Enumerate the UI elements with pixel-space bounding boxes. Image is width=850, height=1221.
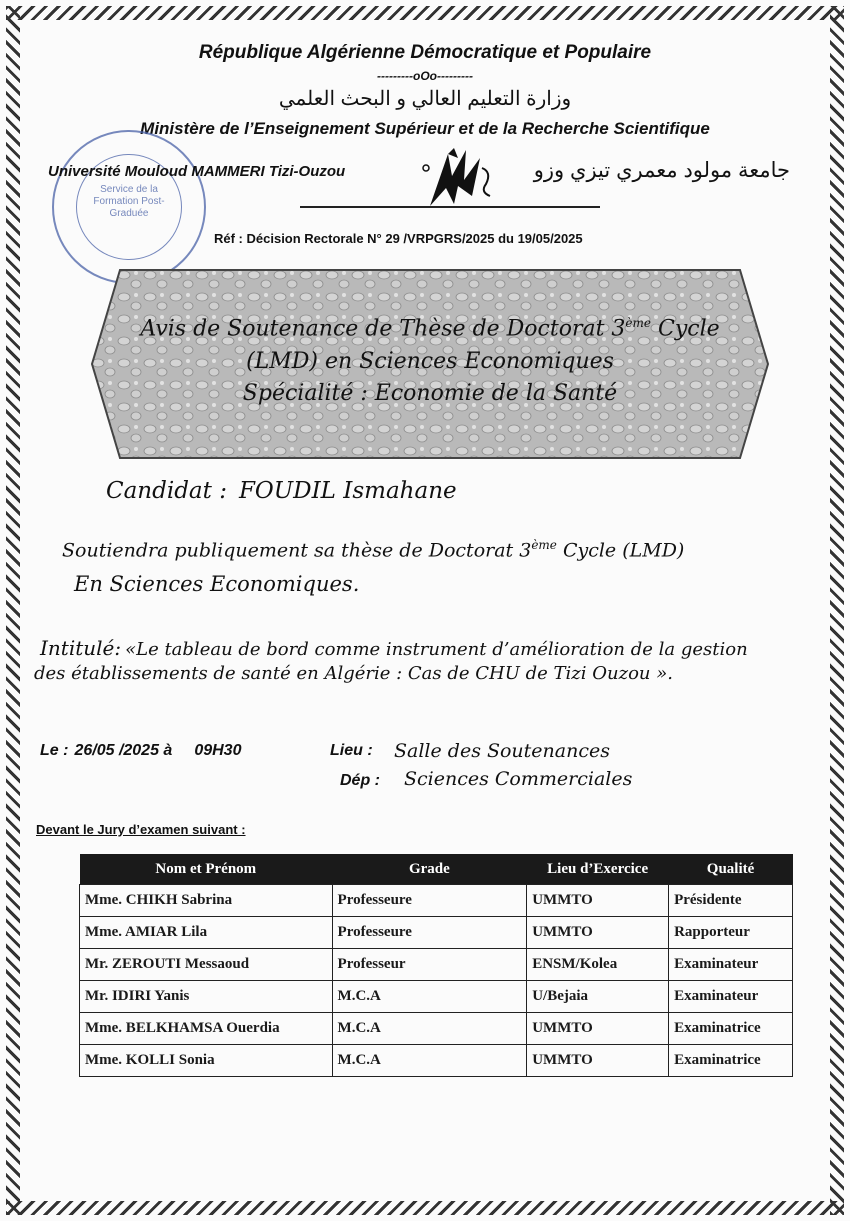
republic-title: République Algérienne Démocratique et Populaire bbox=[198, 42, 652, 63]
defense-sentence: Soutiendra publiquement sa thèse de Doctorat 3ème Cycle (LMD) bbox=[62, 538, 685, 562]
university-name-ar: جامعة مولود معمري تيزي وزو bbox=[533, 159, 790, 182]
banner-title-line2: (LMD) en Sciences Economiques bbox=[246, 349, 614, 374]
member-name: Mr. ZEROUTI Messaoud bbox=[80, 949, 333, 981]
page-border-left bbox=[6, 6, 20, 1215]
candidate-name: FOUDIL Ismahane bbox=[238, 478, 457, 504]
candidate-line bbox=[106, 478, 457, 504]
member-role: Rapporteur bbox=[669, 917, 793, 949]
decision-reference: Réf : Décision Rectorale N° 29 /VRPGRS/2025 du 19/05/2025 bbox=[214, 231, 583, 246]
member-workplace: UMMTO bbox=[527, 917, 669, 949]
table-row bbox=[80, 949, 793, 981]
page-border-bottom bbox=[6, 1201, 844, 1215]
member-grade: M.C.A bbox=[332, 1045, 527, 1077]
member-grade: Professeure bbox=[332, 917, 527, 949]
member-grade: Professeur bbox=[332, 949, 527, 981]
member-name: Mme. CHIKH Sabrina bbox=[80, 885, 333, 917]
page-border-right bbox=[830, 6, 844, 1215]
table-row bbox=[80, 917, 793, 949]
table-row bbox=[80, 981, 793, 1013]
table-row bbox=[80, 1013, 793, 1045]
university-logo-icon bbox=[418, 146, 500, 212]
member-grade: M.C.A bbox=[332, 1013, 527, 1045]
column-header-name: Nom et Prénom bbox=[80, 854, 333, 885]
member-workplace: UMMTO bbox=[527, 1013, 669, 1045]
column-header-grade: Grade bbox=[332, 854, 527, 885]
thesis-field: En Sciences Economiques. bbox=[74, 572, 360, 596]
member-name: Mr. IDIRI Yanis bbox=[80, 981, 333, 1013]
page-border-top bbox=[6, 6, 844, 20]
defense-time: 09H30 bbox=[194, 742, 242, 759]
member-workplace: UMMTO bbox=[527, 885, 669, 917]
column-header-workplace: Lieu d’Exercice bbox=[527, 854, 669, 885]
header-rule bbox=[300, 206, 600, 208]
official-stamp bbox=[52, 130, 206, 284]
member-grade: Professeure bbox=[332, 885, 527, 917]
member-role: Examinateur bbox=[669, 981, 793, 1013]
member-name: Mme. BELKHAMSA Ouerdia bbox=[80, 1013, 333, 1045]
member-grade: M.C.A bbox=[332, 981, 527, 1013]
header-separator: ---------oOo--------- bbox=[377, 69, 473, 83]
university-name-fr: Université Mouloud MAMMERI Tizi-Ouzou bbox=[48, 163, 346, 180]
member-workplace: U/Bejaia bbox=[527, 981, 669, 1013]
member-role: Présidente bbox=[669, 885, 793, 917]
banner-title-line1: Avis de Soutenance de Thèse de Doctorat 3ème Cycle bbox=[140, 316, 720, 342]
ministry-title: Ministère de l’Enseignement Supérieur et de la Recherche Scientifique bbox=[140, 119, 710, 138]
table-row bbox=[80, 885, 793, 917]
table-header-row bbox=[80, 854, 793, 885]
jury-title: Devant le Jury d’examen suivant : bbox=[36, 822, 246, 837]
thesis-title-label: Intitulé: bbox=[40, 636, 122, 660]
stamp-text: Service de la Formation Post-Graduée bbox=[93, 184, 165, 219]
member-role: Examinatrice bbox=[669, 1045, 793, 1077]
place-label: Lieu : bbox=[330, 742, 373, 759]
thesis-title-line2: des établissements de santé en Algérie : Cas de CHU de Tizi Ouzou ». bbox=[34, 663, 673, 684]
column-header-role: Qualité bbox=[669, 854, 793, 885]
banner-specialty: Spécialité : Economie de la Santé bbox=[242, 381, 618, 406]
member-name: Mme. AMIAR Lila bbox=[80, 917, 333, 949]
member-role: Examinatrice bbox=[669, 1013, 793, 1045]
member-role: Examinateur bbox=[669, 949, 793, 981]
table-row bbox=[80, 1045, 793, 1077]
candidate-label: Candidat : bbox=[106, 478, 227, 504]
place-value: Salle des Soutenances bbox=[394, 740, 610, 762]
member-workplace: ENSM/Kolea bbox=[527, 949, 669, 981]
member-workplace: UMMTO bbox=[527, 1045, 669, 1077]
member-name: Mme. KOLLI Sonia bbox=[80, 1045, 333, 1077]
jury-table bbox=[79, 854, 793, 1077]
department-value: Sciences Commerciales bbox=[404, 768, 633, 790]
department-label: Dép : bbox=[340, 772, 380, 789]
defense-date: Le : 26/05 /2025 à 09H30 bbox=[40, 742, 242, 759]
ministry-arabic: وزارة التعليم العالي و البحث العلمي bbox=[278, 88, 572, 110]
thesis-title-line1: Intitulé: «Le tableau de bord comme instrument d’amélioration de la gestion bbox=[40, 636, 748, 660]
